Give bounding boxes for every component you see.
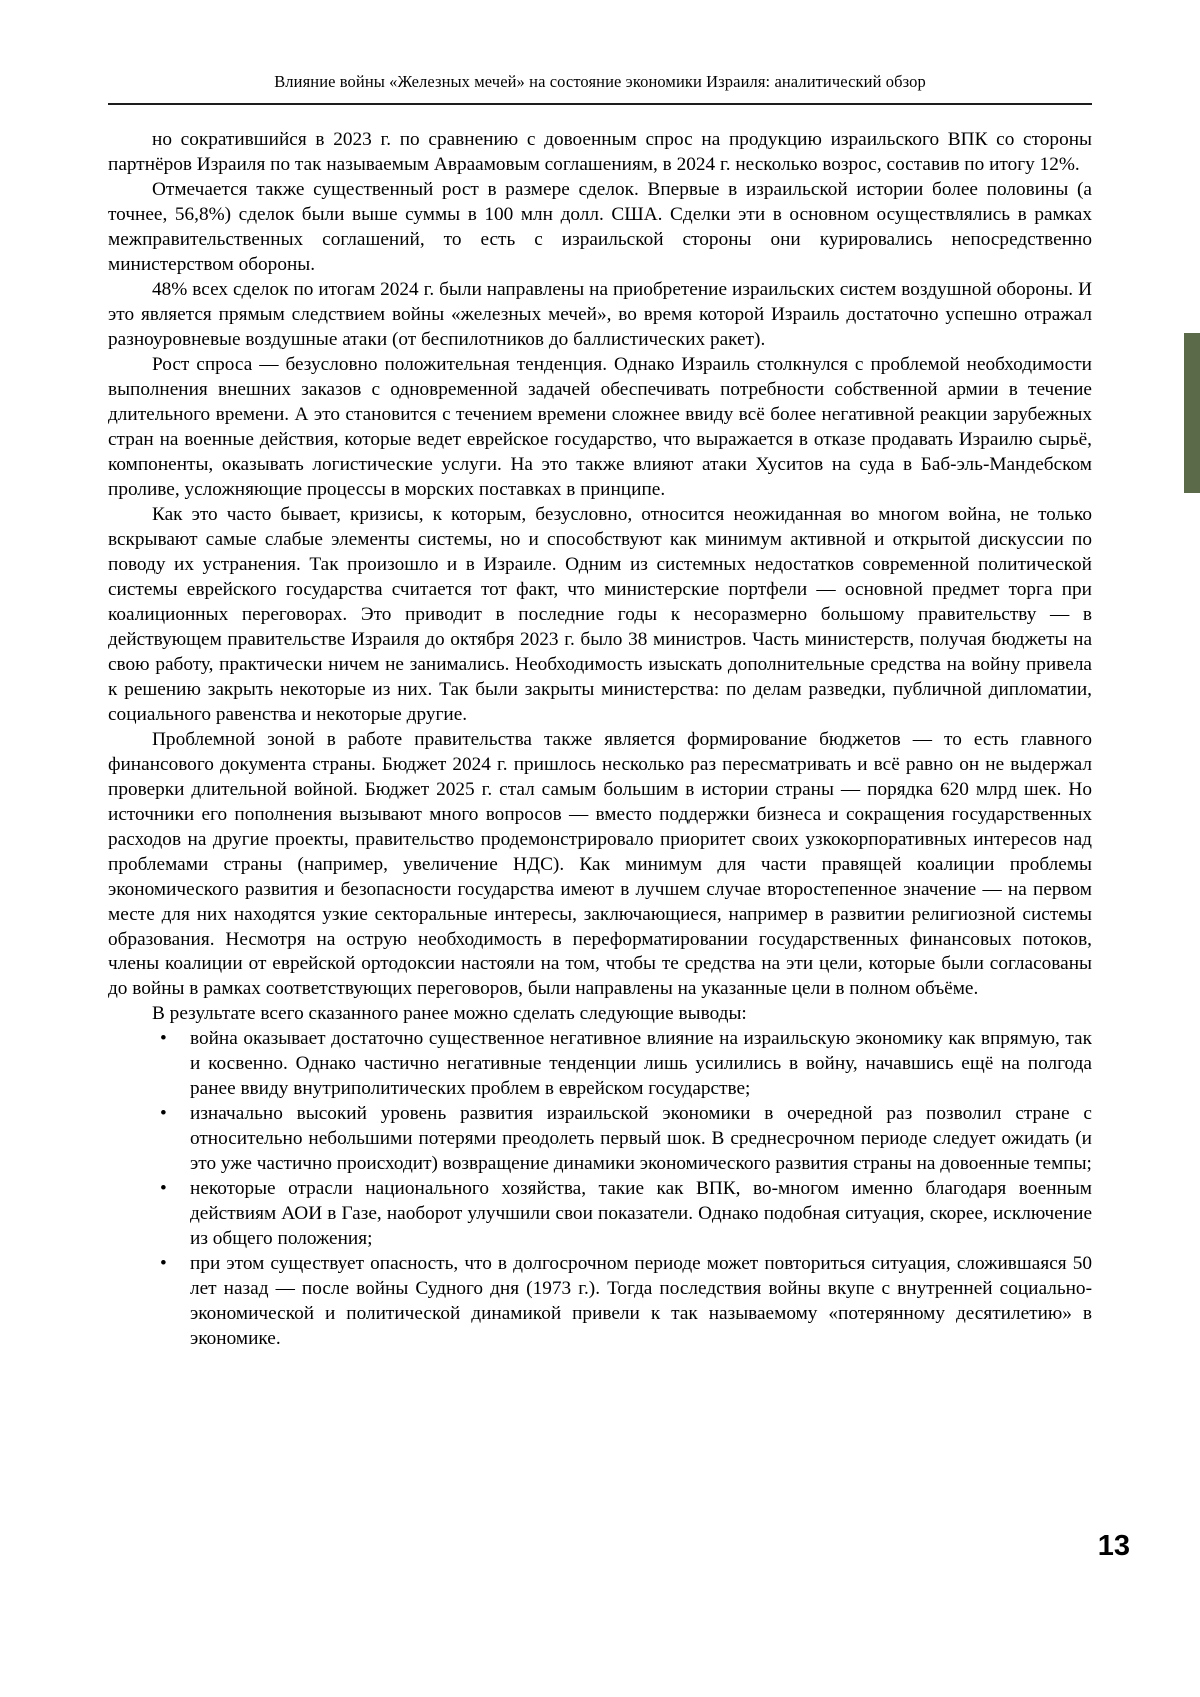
body-content [108,128,1092,1352]
list-item-text: при этом существует опасность, что в долгосрочном периоде может повториться ситуация, сложившаяся 50 лет назад — после войны Судного дня (1973 г.). Тогда последствия войны вкупе с внутренней социально-экономической и политической динамикой привели к так называемому «потерянному десятилетию» в экономике. [190,1253,1092,1350]
paragraph: В результате всего сказанного ранее можно сделать следующие выводы: [152,1003,747,1025]
paragraph: 48% всех сделок по итогам 2024 г. были направлены на приобретение израильских систем воздушной обороны. И это является прямым следствием войны «железных мечей», во время которой Израиль достаточно успешно отражал разноуровневые воздушные атаки (от беспилотников до баллистических ракет). [108,278,1092,350]
list-item [108,1102,1092,1177]
list-item [108,1027,1092,1102]
bullet-icon: • [160,1028,167,1050]
bullet-icon: • [160,1253,167,1275]
bullet-icon: • [160,1103,167,1125]
page-edge-marker [1184,333,1200,493]
paragraph: Рост спроса — безусловно положительная тенденция. Однако Израиль столкнулся с проблемой необходимости выполнения внешних заказов с одновременной задачей обеспечивать потребности собственной армии в течение длительного времени. А это становится с течением времени сложнее ввиду всё более негативной реакции зарубежных стран на военные действия, которые ведет еврейское государство, что выражается в отказе продавать Израилю сырьё, компоненты, оказывать логистические услуги. На это также влияют атаки Хуситов на суда в Баб-эль-Мандебском проливе, усложняющие процессы в морских поставках в принципе. [108,353,1092,500]
list-item-text: некоторые отрасли национального хозяйства, такие как ВПК, во-многом именно благодаря военным действиям АОИ в Газе, наоборот улучшили свои показатели. Однако подобная ситуация, скорее, исключение из общего положения; [190,1178,1092,1250]
running-head: Влияние войны «Железных мечей» на состояние экономики Израиля: аналитический обзор [274,72,926,91]
paragraph: но сократившийся в 2023 г. по сравнению с довоенным спрос на продукцию израильского ВПК со стороны партнёров Израиля по так называемым Авраамовым соглашениям, в 2024 г. несколько возрос, составив по итогу 12%. [108,129,1092,175]
list-item-text: изначально высокий уровень развития израильской экономики в очередной раз позволил стране с относительно небольшими потерями преодолеть первый шок. В среднесрочном периоде следует ожидать (и это уже частично происходит) возвращение динамики экономического развития страны на довоенные темпы; [190,1103,1092,1175]
header-divider [108,103,1092,105]
paragraph: Отмечается также существенный рост в размере сделок. Впервые в израильской истории более половины (а точнее, 56,8%) сделок были выше суммы в 100 млн долл. США. Сделки эти в основном осуществлялись в рамках межправительственных соглашений, то есть с израильской стороны они курировались непосредственно министерством обороны. [108,178,1092,275]
conclusions-list [108,1027,1092,1352]
list-item [108,1177,1092,1252]
list-item [108,1252,1092,1352]
list-item-text: война оказывает достаточно существенное негативное влияние на израильскую экономику как впрямую, так и косвенно. Однако частично негативные тенденции лишь усилились в войну, начавшись ещё на полгода ранее ввиду внутриполитических проблем в еврейском государстве; [190,1028,1092,1100]
page-number: 13 [1097,1530,1130,1562]
bullet-icon: • [160,1178,167,1200]
paragraph: Проблемной зоной в работе правительства также является формирование бюджетов — то есть главного финансового документа страны. Бюджет 2024 г. пришлось несколько раз пересматривать и всё равно он не выдержал проверки длительной войной. Бюджет 2025 г. стал самым большим в истории страны — порядка 620 млрд шек. Но источники его пополнения вызывают много вопросов — вместо поддержки бизнеса и сокращения государственных расходов на другие проекты, правительство продемонстрировало приоритет своих узкокорпоративных интересов над проблемами страны (например, увеличение НДС). Как минимум для части правящей коалиции проблемы экономического развития и безопасности государства имеют в лучшем случае второстепенное значение — на первом месте для них находятся узкие секторальные интересы, заключающиеся, например в развитии религиозной системы образования. Несмотря на острую необходимость в переформатировании государственных финансовых потоков, члены коалиции от еврейской ортодоксии настояли на том, чтобы те средства на эти цели, которые были согласованы до войны в рамках соответствующих переговоров, были направлены на указанные цели в полном объёме. [108,728,1092,1000]
paragraph: Как это часто бывает, кризисы, к которым, безусловно, относится неожиданная во многом война, не только вскрывают самые слабые элементы системы, но и способствуют как минимум активной и открытой дискуссии по поводу их устранения. Так произошло и в Израиле. Одним из системных недостатков современной политической системы еврейского государства считается тот факт, что министерские портфели — основной предмет торга при коалиционных переговорах. Это приводит в последние годы к несоразмерно большому правительству — в действующем правительстве Израиля до октября 2023 г. было 38 министров. Часть министерств, получая бюджеты на свою работу, практически ничем не занимались. Необходимость изыскать дополнительные средства на войну привела к решению закрыть некоторые из них. Так были закрыты министерства: по делам разведки, публичной дипломатии, социального равенства и некоторые другие. [108,503,1092,725]
